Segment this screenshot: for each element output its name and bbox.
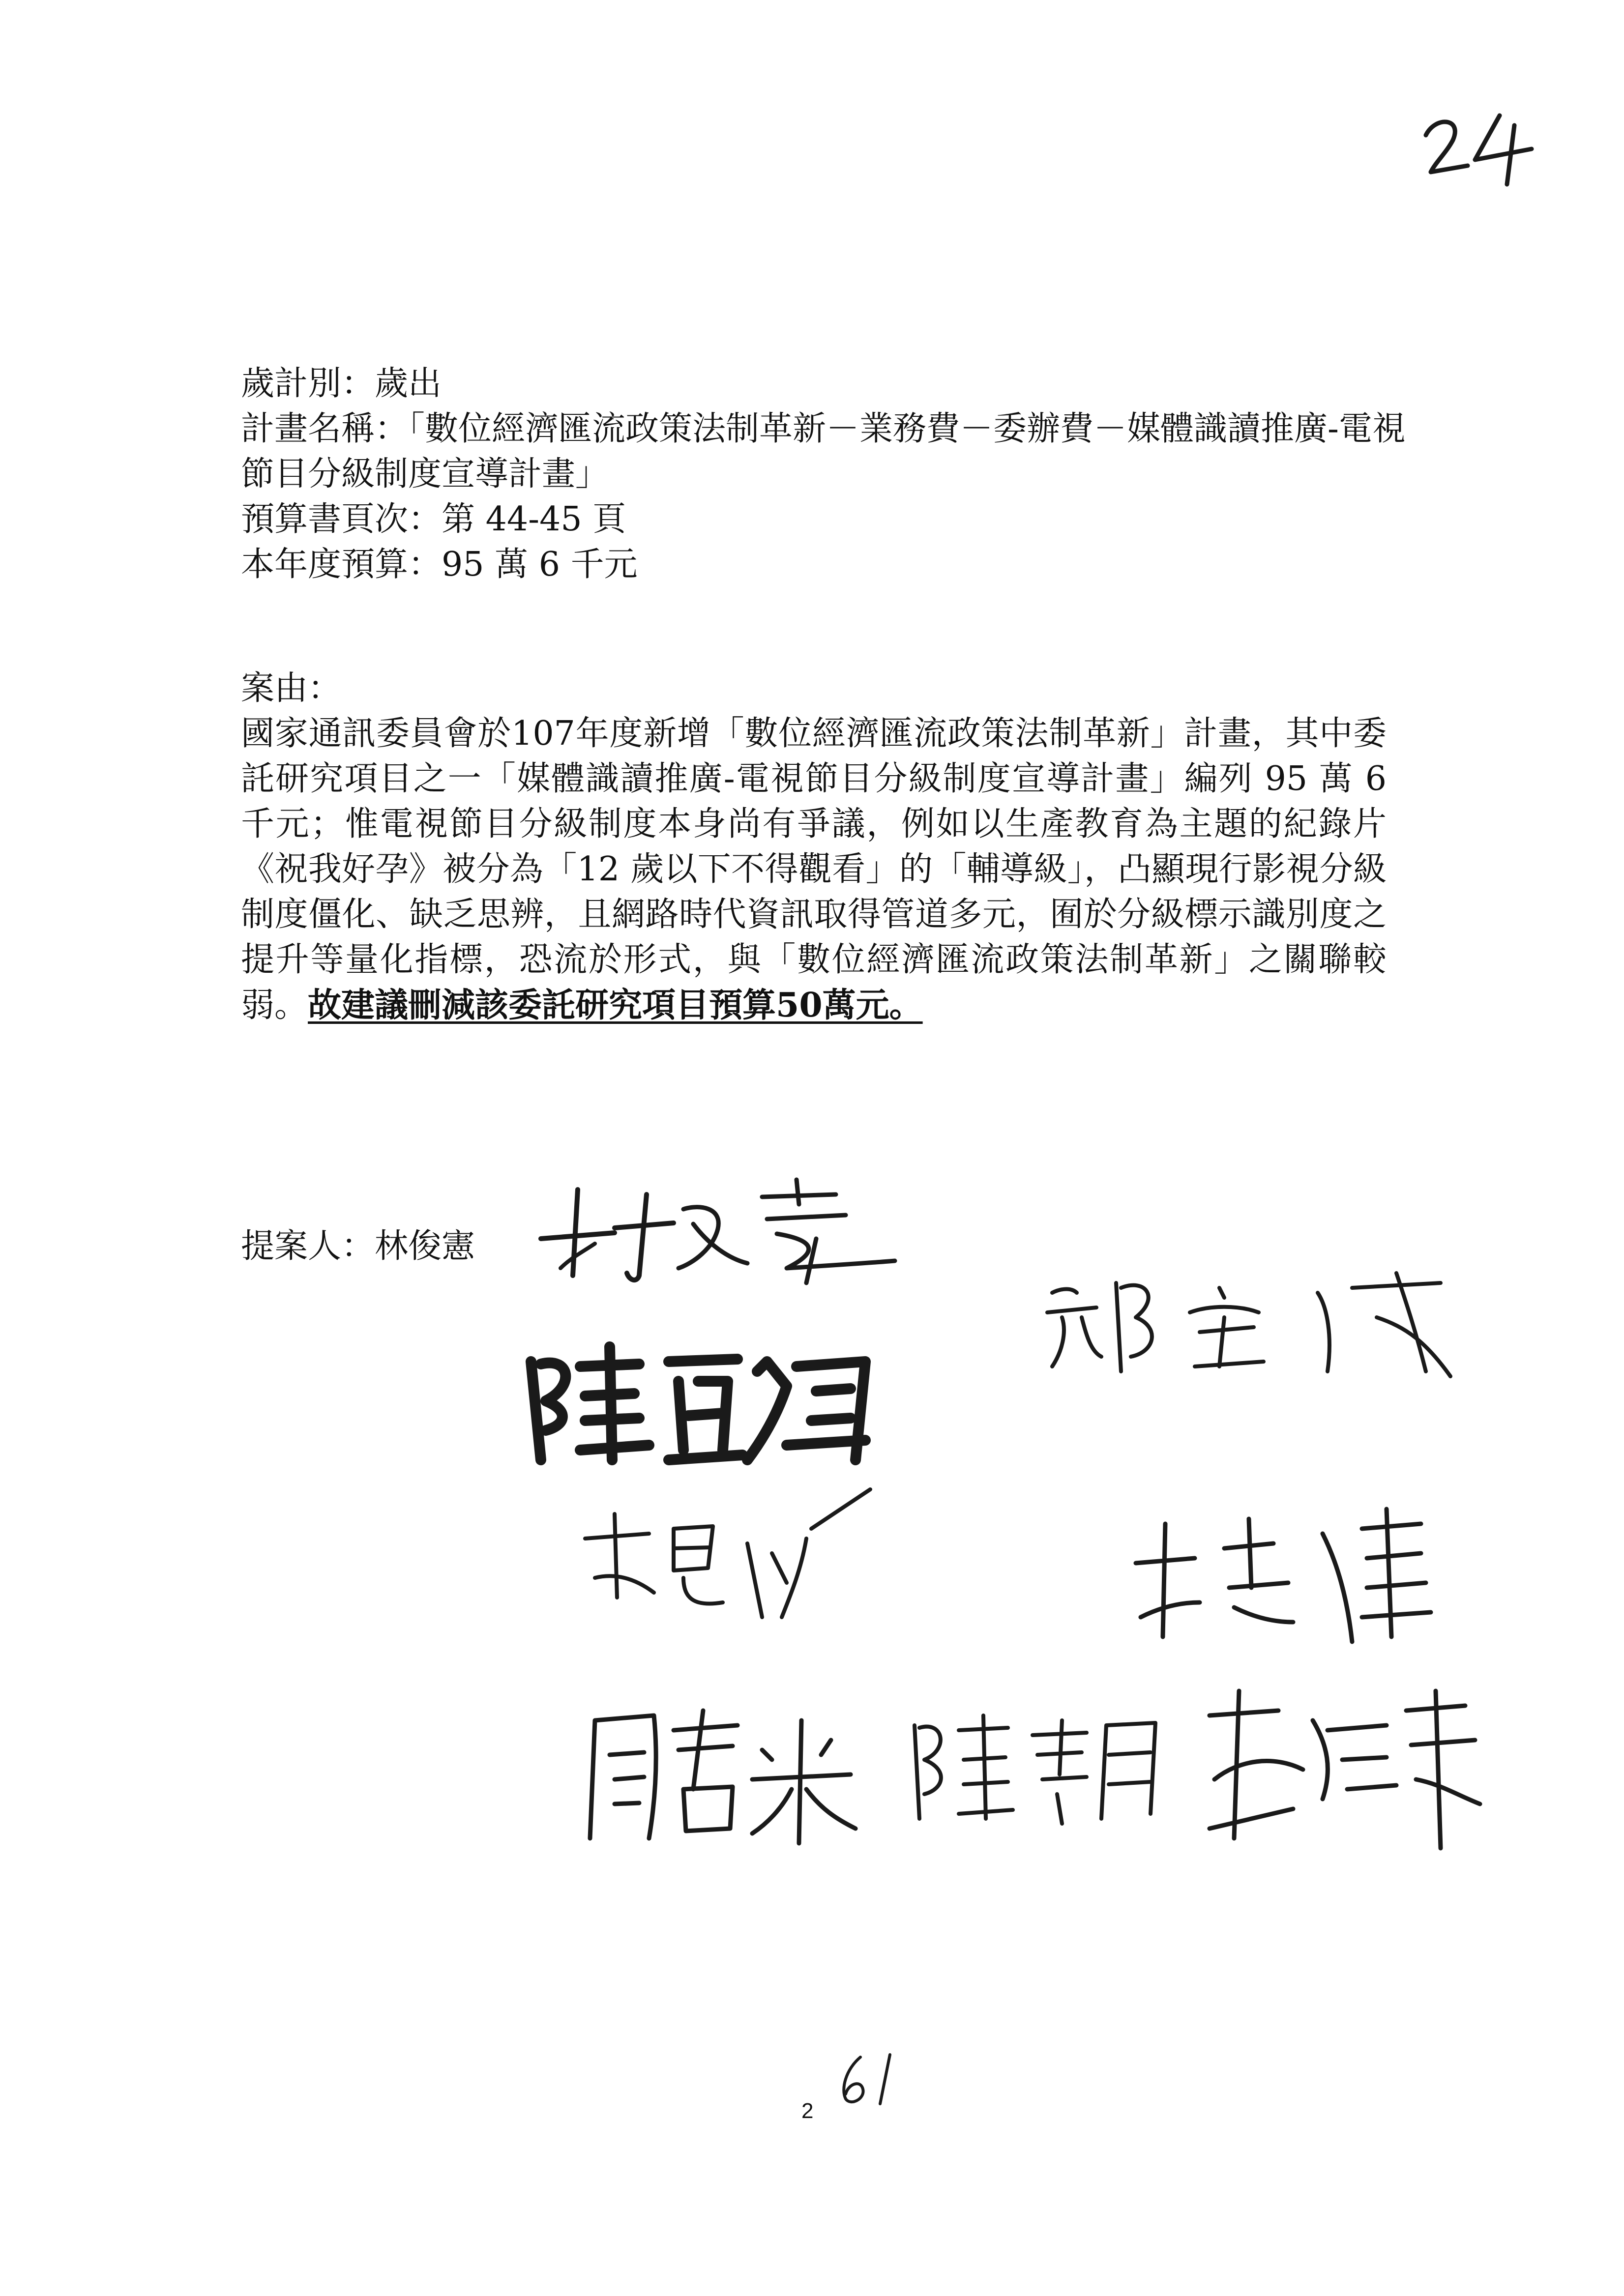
- budget-type-line: 歲計別：歲出: [241, 364, 442, 403]
- reason-label: 案由：: [241, 669, 342, 708]
- signature-zhou-chunmi: [575, 1691, 860, 1853]
- reason-body-text: 國家通訊委員會於107年度新增「數位經濟匯流政策法制革新」計畫，其中委託研究項目之一「媒體識讀推廣-電視節目分級制度宣導計畫」編列 95 萬 6 千元；惟電視節目分級制度本身尚有爭議，例如以生產教育為主題的紀錄片《祝我好孕》被分為「12 歲以下不得觀看」的「輔導級」，凸顯現行影視分級制度僵化、缺乏思辨，且網路時代資訊取得管道多元，囿於分級標示識別度之提升等量化指標，恐流於形式，與「數位經濟匯流政策法制革新」之關聯較弱。: [241, 714, 1387, 1025]
- reason-section: [241, 666, 1387, 1028]
- annual-budget-line: 本年度預算：95 萬 6 千元: [241, 545, 638, 584]
- signature-chen-ouyo: [511, 1327, 895, 1475]
- budget-header: [241, 361, 1411, 587]
- signature-li-kunze: [575, 1480, 895, 1637]
- corner-page-mark: [1416, 106, 1544, 189]
- signature-su-zhenqing: [1190, 1671, 1495, 1858]
- proposer-line: 提案人：林俊憲: [241, 1227, 475, 1266]
- budget-pages-line: 預算書頁次：第 44-45 頁: [241, 500, 626, 539]
- reason-body: [241, 711, 1387, 1028]
- signature-lin-daihua: [1126, 1489, 1450, 1652]
- signature-chen-suyue: [900, 1696, 1175, 1833]
- signature-zheng-baoqing: [1033, 1258, 1475, 1386]
- reason-emphasis: 故建議刪減該委託研究項目預算50萬元。: [308, 986, 923, 1025]
- plan-name-line: 計畫名稱：「數位經濟匯流政策法制革新－業務費－委辦費－媒體識讀推廣-電視節目分級制度宣導計畫」: [241, 409, 1406, 494]
- signature-lin-junxian: [531, 1170, 905, 1293]
- page-number: 2: [801, 2099, 814, 2123]
- handwritten-page-number: [826, 2050, 919, 2109]
